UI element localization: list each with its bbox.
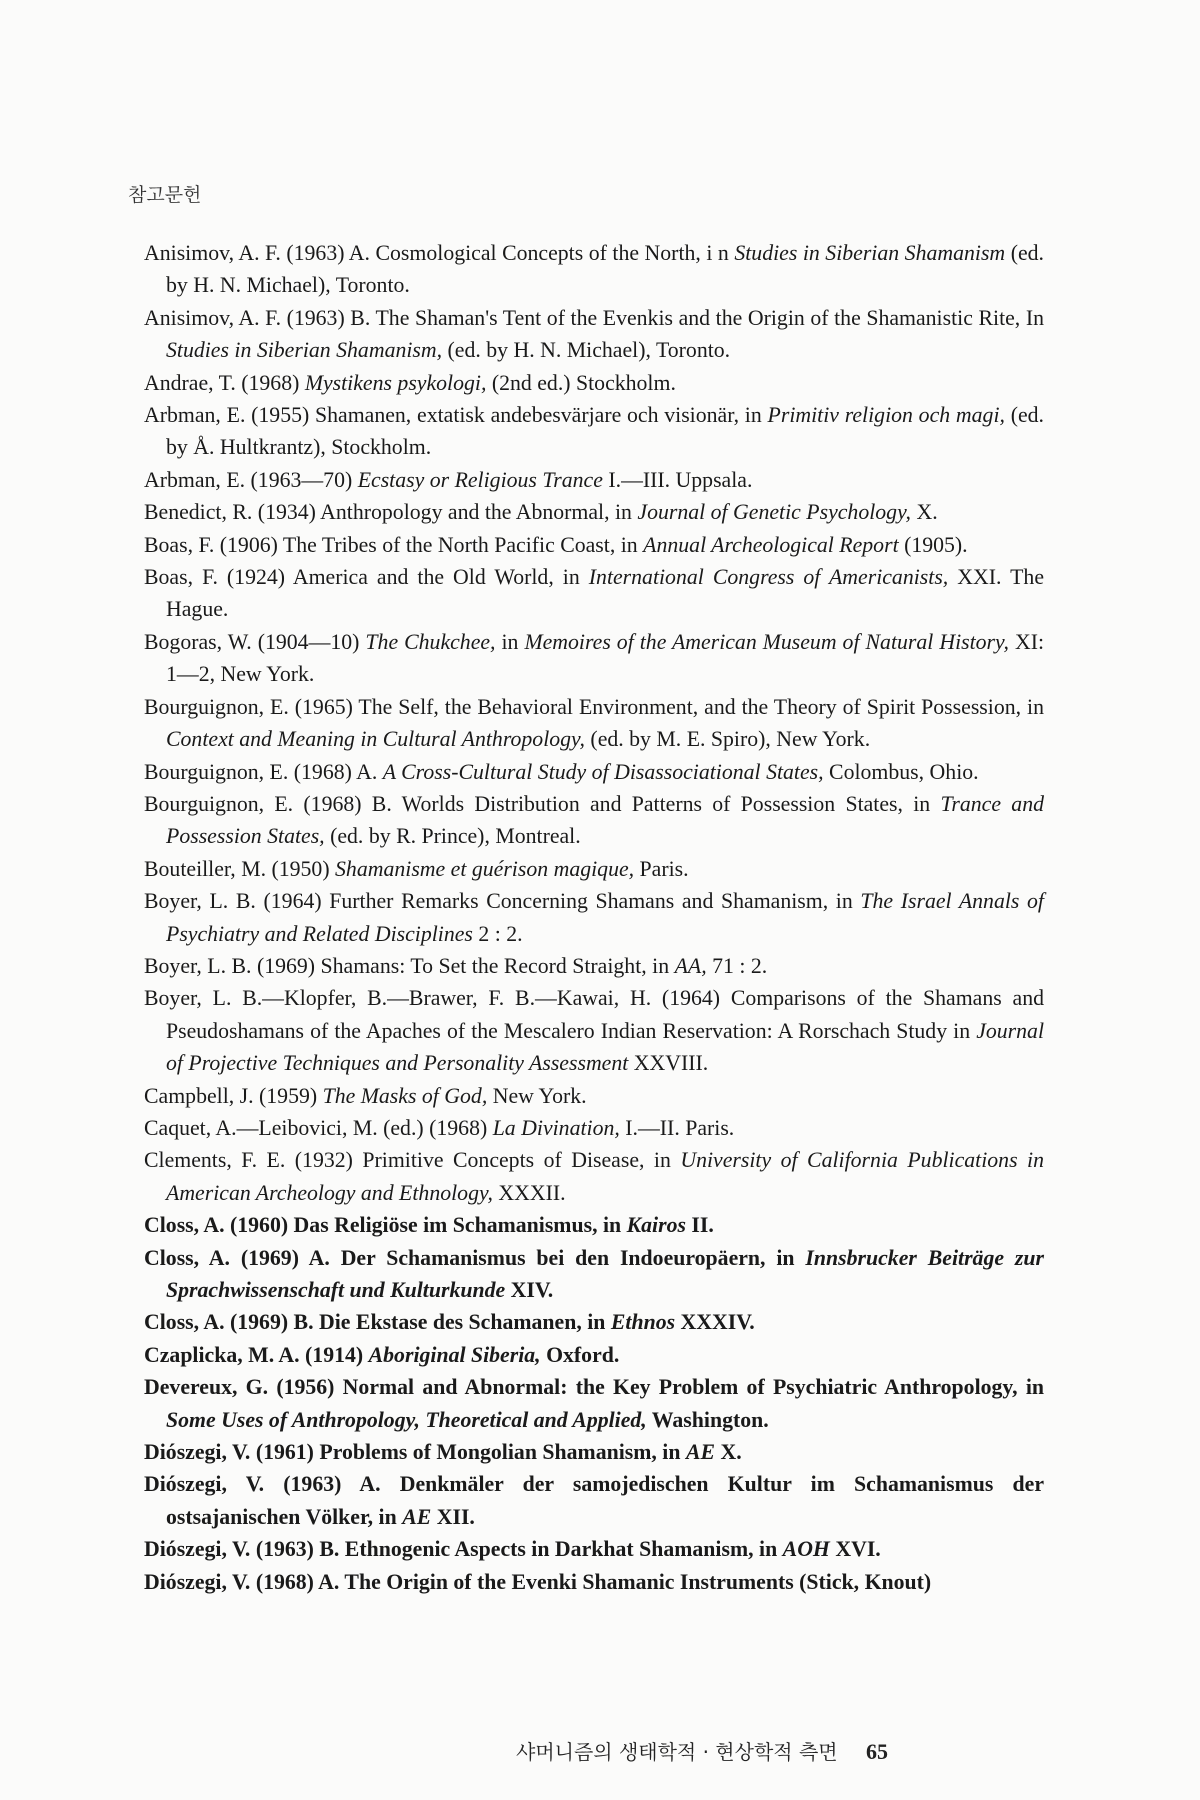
page-footer <box>516 1736 888 1765</box>
reference-text: Anisimov, A. F. (1963) A. Cosmological Concepts of the North, i n <box>144 241 735 265</box>
reference-entry <box>144 885 1044 950</box>
reference-text: Diószegi, V. (1963) B. Ethnogenic Aspects in Darkhat Shamanism, in <box>144 1537 783 1562</box>
reference-text: XXXII. <box>492 1180 566 1205</box>
reference-text: II. <box>685 1213 714 1238</box>
reference-title: The Masks of God, <box>322 1083 488 1108</box>
reference-title: AOH <box>782 1537 830 1562</box>
reference-text: Diószegi, V. (1961) Problems of Mongolian Shamanism, in <box>144 1440 686 1465</box>
reference-text: New York. <box>487 1083 587 1108</box>
reference-title: Annual Archeological Report <box>643 532 899 557</box>
reference-entry <box>144 626 1044 691</box>
reference-text: XI: 1—2, New York. <box>166 629 1045 687</box>
reference-text: Benedict, R. (1934) Anthropology and the Abnormal, in <box>144 500 638 525</box>
reference-entry <box>144 399 1044 464</box>
reference-title: Some Uses of Anthropology, Theoretical and Applied, <box>166 1407 647 1432</box>
reference-title: Studies in Siberian Shamanism <box>734 241 1006 265</box>
reference-title: AE <box>685 1440 716 1465</box>
reference-text: Andrae, T. (1968) <box>144 370 305 395</box>
reference-text: Boyer, L. B. (1969) Shamans: To Set the Record Straight, in <box>144 953 675 978</box>
reference-text: X. <box>715 1440 742 1465</box>
reference-entry <box>144 1468 1044 1533</box>
reference-title: Memoires of the American Museum of Natural History, <box>524 629 1009 654</box>
reference-text: (ed. by H. N. Michael), Toronto. <box>166 241 1044 298</box>
reference-entry <box>144 1339 1044 1371</box>
reference-text: Czaplicka, M. A. (1914) <box>144 1342 369 1367</box>
reference-text: Closs, A. (1960) Das Religiöse im Schamanismus, in <box>144 1213 627 1238</box>
reference-entry <box>144 1306 1044 1338</box>
reference-text: Bourguignon, E. (1965) The Self, the Behavioral Environment, and the Theory of Spirit Possession, in <box>144 694 1044 719</box>
reference-title: Context and Meaning in Cultural Anthropology, <box>166 727 585 752</box>
reference-entry <box>144 1371 1044 1436</box>
reference-title: International Congress of Americanists, <box>588 565 949 590</box>
reference-title: Ecstasy or Religious Trance <box>357 467 603 492</box>
reference-entry <box>144 853 1044 885</box>
reference-title: Ethnos <box>610 1310 676 1335</box>
reference-text: Diószegi, V. (1963) A. Denkmäler der samojedischen Kultur im Schamanismus der ostsajanischen Völker, in <box>144 1472 1044 1529</box>
reference-entry <box>144 367 1044 399</box>
reference-entry <box>144 1112 1044 1144</box>
reference-entry <box>144 237 1044 302</box>
reference-text: Boas, F. (1906) The Tribes of the North Pacific Coast, in <box>144 532 644 557</box>
reference-entry <box>144 1242 1044 1307</box>
reference-text: Oxford. <box>540 1342 620 1367</box>
reference-entry <box>144 496 1044 528</box>
reference-entry <box>144 1144 1044 1209</box>
reference-text: XXI. The Hague. <box>166 565 1044 622</box>
reference-text: Campbell, J. (1959) <box>144 1083 323 1108</box>
reference-title: The Chukchee, <box>365 629 496 654</box>
reference-text: (ed. by H. N. Michael), Toronto. <box>442 338 731 363</box>
reference-text: Boas, F. (1924) America and the Old World, in <box>144 565 589 590</box>
reference-text: (1905). <box>898 532 968 557</box>
reference-text: Bouteiller, M. (1950) <box>144 856 336 881</box>
reference-entry <box>144 464 1044 496</box>
reference-text: 2 : 2. <box>472 921 523 946</box>
section-label: 참고문헌 <box>128 184 202 206</box>
reference-title: AA, <box>674 953 707 978</box>
reference-text: (ed. by Å. Hultkrantz), Stockholm. <box>166 403 1044 460</box>
reference-text: I.—II. Paris. <box>619 1115 735 1140</box>
reference-title: Shamanisme et guérison magique, <box>335 856 635 881</box>
reference-text: Anisimov, A. F. (1963) B. The Shaman's Tent of the Evenkis and the Origin of the Shamanistic Rite, In <box>144 305 1044 330</box>
reference-text: Bogoras, W. (1904—10) <box>144 629 366 654</box>
reference-text: Closs, A. (1969) B. Die Ekstase des Schamanen, in <box>144 1310 611 1335</box>
reference-title: Innsbrucker Beiträge zur Sprachwissenschaft und Kulturkunde <box>166 1245 1044 1302</box>
reference-text: (ed. by R. Prince), Montreal. <box>324 824 581 849</box>
reference-title: Journal of Genetic Psychology, <box>637 500 911 525</box>
reference-text: Devereux, G. (1956) Normal and Abnormal: the Key Problem of Psychiatric Anthropology, in <box>144 1375 1044 1400</box>
reference-text: Boyer, L. B. (1964) Further Remarks Concerning Shamans and Shamanism, in <box>144 889 861 914</box>
reference-list <box>144 237 1044 1598</box>
reference-entry <box>144 1566 1044 1598</box>
reference-entry <box>144 1209 1044 1241</box>
reference-text: Colombus, Ohio. <box>823 759 979 784</box>
reference-entry <box>144 788 1044 853</box>
reference-title: La Divination, <box>492 1115 620 1140</box>
reference-entry <box>144 982 1044 1079</box>
page-number: 65 <box>865 1739 888 1764</box>
reference-title: A Cross-Cultural Study of Disassociational States, <box>382 759 824 784</box>
reference-title: The Israel Annals of Psychiatry and Related Disciplines <box>166 889 1044 946</box>
reference-title: Primitiv religion och magi, <box>767 403 1005 428</box>
reference-text: X. <box>911 500 938 525</box>
reference-entry <box>144 1533 1044 1565</box>
reference-text: 71 : 2. <box>706 953 768 978</box>
reference-text: Washington. <box>646 1407 769 1432</box>
reference-text: (ed. by M. E. Spiro), New York. <box>584 727 871 752</box>
reference-text: XVI. <box>829 1537 881 1562</box>
reference-title: Kairos <box>626 1213 686 1238</box>
running-title: 샤머니즘의 생태학적 · 현상학적 측면 <box>516 1740 838 1764</box>
reference-text: XXXIV. <box>675 1310 755 1335</box>
reference-text: Paris. <box>634 856 689 881</box>
reference-text: Arbman, E. (1955) Shamanen, extatisk andebesvärjare och visionär, in <box>144 403 768 428</box>
reference-text: Bourguignon, E. (1968) A. <box>144 759 383 784</box>
reference-text: Diószegi, V. (1968) A. The Origin of the Evenki Shamanic Instruments (Stick, Knout) <box>144 1569 932 1594</box>
reference-text: in <box>495 629 525 654</box>
reference-text: Closs, A. (1969) A. Der Schamanismus bei den Indoeuropäern, in <box>144 1245 806 1270</box>
reference-title: University of California Publications in American Archeology and Ethnology, <box>166 1148 1044 1205</box>
reference-entry <box>144 1436 1044 1468</box>
reference-text: (2nd ed.) Stockholm. <box>486 370 676 395</box>
reference-title: Trance and Possession States, <box>166 791 1044 849</box>
reference-entry <box>144 756 1044 788</box>
reference-text: Clements, F. E. (1932) Primitive Concepts of Disease, in <box>144 1148 681 1173</box>
reference-text: XIV. <box>505 1278 554 1302</box>
reference-text: Boyer, L. B.—Klopfer, B.—Brawer, F. B.—Kawai, H. (1964) Comparisons of the Shamans and Pseudoshamans of the Apaches of the Mescalero Indian Reservation: A Rorschach Study in <box>144 986 1044 1043</box>
reference-title: Studies in Siberian Shamanism, <box>166 338 443 363</box>
reference-entry <box>144 1080 1044 1112</box>
reference-text: Caquet, A.—Leibovici, M. (ed.) (1968) <box>144 1115 493 1140</box>
reference-text: Arbman, E. (1963—70) <box>144 467 358 492</box>
reference-entry <box>144 950 1044 982</box>
reference-title: Mystikens psykologi, <box>304 370 487 395</box>
reference-entry <box>144 691 1044 756</box>
reference-entry <box>144 302 1044 367</box>
reference-entry <box>144 529 1044 561</box>
reference-title: Journal of Projective Techniques and Personality Assessment <box>166 1018 1044 1076</box>
reference-text: I.—III. Uppsala. <box>602 467 753 492</box>
reference-text: XII. <box>431 1504 475 1529</box>
reference-title: Aboriginal Siberia, <box>368 1342 541 1367</box>
reference-text: Bourguignon, E. (1968) B. Worlds Distribution and Patterns of Possession States, in <box>144 791 941 816</box>
reference-text: XXVIII. <box>628 1051 709 1076</box>
reference-title: AE <box>402 1504 432 1529</box>
reference-entry <box>144 561 1044 626</box>
